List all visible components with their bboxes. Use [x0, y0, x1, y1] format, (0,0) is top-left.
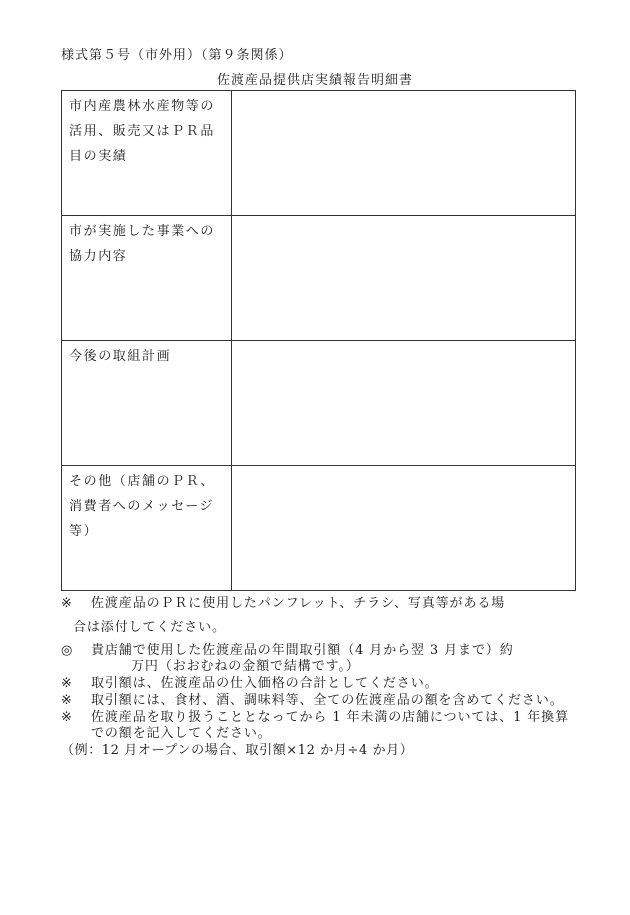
- note-mark: ※: [61, 710, 73, 725]
- note-text-continued: 合は添付してください。: [73, 620, 226, 635]
- table-row: [62, 216, 576, 341]
- notes-section: [61, 593, 581, 759]
- form-number-label: 様式第５号（市外用）（第９条関係）: [61, 48, 293, 63]
- note-text: 取引額には、食材、酒、調味料等、全ての佐渡産品の額を含めてください。: [91, 693, 564, 708]
- row-label-cell: [62, 216, 232, 341]
- row-label-local-products: 市内産農林水産物等の活用、販売又はＰＲ品目の実績: [69, 99, 216, 164]
- note-purchase-price: [61, 676, 581, 692]
- note-mark: ※: [61, 676, 73, 691]
- note-mark: ※: [61, 693, 73, 708]
- note-included-items: [61, 693, 581, 709]
- table-row: [62, 341, 576, 466]
- row-input-future-plan[interactable]: [232, 341, 576, 466]
- row-label-cell: [62, 91, 232, 216]
- note-mark: ◎: [61, 643, 74, 658]
- row-label-other: その他（店舗のＰＲ、消費者へのメッセージ等）: [69, 474, 216, 539]
- note-text: 佐渡産品のＰＲに使用したパンフレット、チラシ、写真等がある場: [91, 596, 506, 611]
- row-label-cell: [62, 341, 232, 466]
- row-input-other[interactable]: [232, 466, 576, 591]
- note-text: 佐渡産品を取り扱うこととなってから 1 年未満の店舗については、1 年換算での額を記入してください。: [91, 710, 569, 741]
- note-attachments: [61, 593, 581, 639]
- row-input-local-products[interactable]: [232, 91, 576, 216]
- note-annualized: [61, 710, 581, 742]
- document-title: 佐渡産品提供店実績報告明細書: [216, 73, 413, 88]
- calculation-example: （例：12 月オープンの場合、取引額×12 か月÷4 か月）: [61, 743, 414, 758]
- note-text: 取引額は、佐渡産品の仕入価格の合計としてください。: [91, 676, 439, 691]
- row-label-future-plan: 今後の取組計画: [69, 349, 172, 364]
- report-table: [61, 90, 576, 591]
- row-label-cell: [62, 466, 232, 591]
- note-mark: ※: [61, 596, 73, 611]
- note-annual-amount: [61, 643, 581, 675]
- table-row: [62, 466, 576, 591]
- note-text: 貴店舗で使用した佐渡産品の年間取引額（4 月から翌 3 月まで）約: [91, 643, 514, 658]
- row-input-city-cooperation[interactable]: [232, 216, 576, 341]
- row-label-city-cooperation: 市が実施した事業への協力内容: [69, 224, 216, 264]
- note-amount-line: 万円（おおむねの金額で結構です。）: [131, 659, 360, 674]
- table-row: [62, 91, 576, 216]
